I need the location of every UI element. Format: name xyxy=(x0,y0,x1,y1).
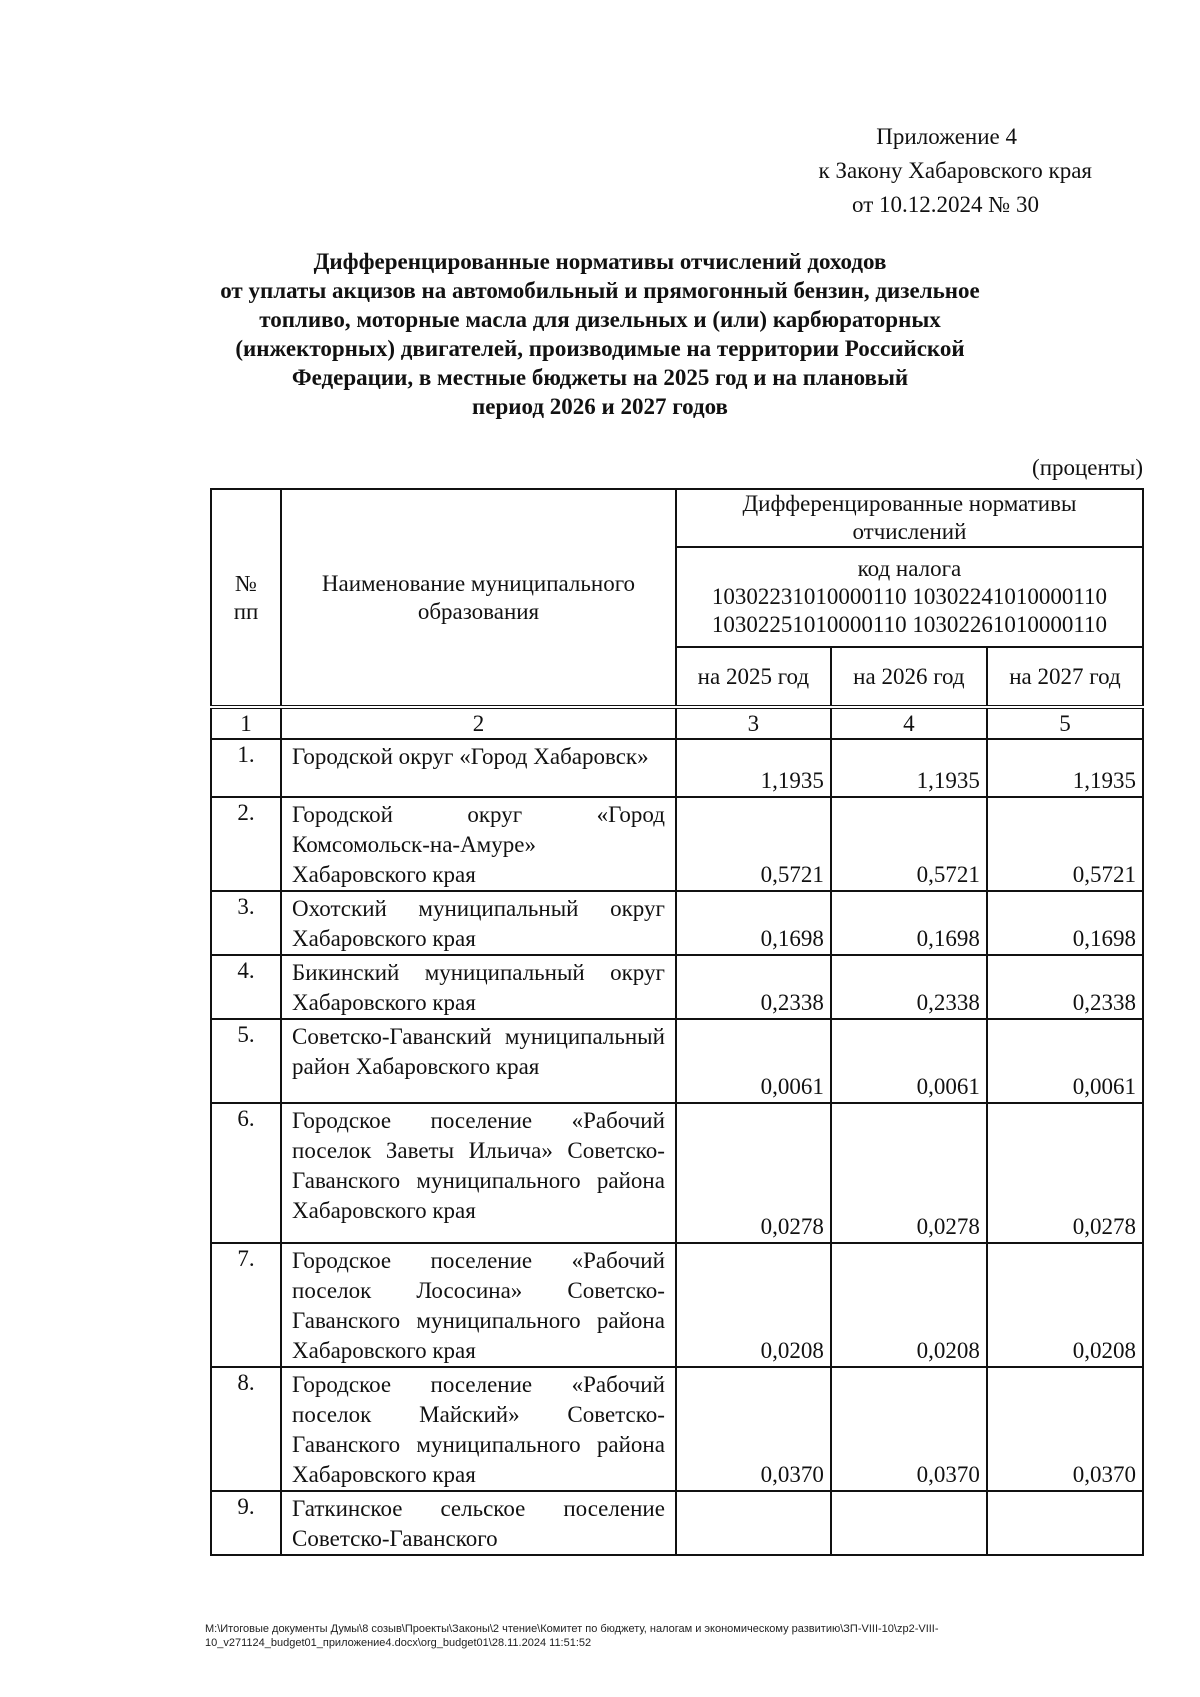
norm-2026: 0,0208 xyxy=(831,1243,987,1367)
header-col-number xyxy=(211,489,281,707)
norm-2026: 0,2338 xyxy=(831,955,987,1019)
header-col-name xyxy=(281,489,676,707)
norm-2027: 0,5721 xyxy=(987,797,1143,891)
file-path-footer xyxy=(205,1622,1165,1650)
header-norms-group xyxy=(676,489,1143,547)
table-row xyxy=(211,1103,1143,1243)
title-line: топливо, моторные масла для дизельных и (или) карбюраторных xyxy=(259,307,941,332)
units-note: (проценты) xyxy=(1032,455,1143,480)
column-number: 3 xyxy=(676,707,831,739)
municipality-name: Городское поселение «Рабочий поселок Заветы Ильича» Советско-Гаванского муниципального района Хабаровского края xyxy=(281,1103,676,1243)
column-number: 1 xyxy=(211,707,281,739)
row-number: 4. xyxy=(211,955,281,1019)
row-number: 8. xyxy=(211,1367,281,1491)
row-number: 1. xyxy=(211,739,281,797)
title-line: от уплаты акцизов на автомобильный и прямогонный бензин, дизельное xyxy=(220,278,980,303)
norm-2027: 1,1935 xyxy=(987,739,1143,797)
norm-2027: 0,0278 xyxy=(987,1103,1143,1243)
table-row xyxy=(211,955,1143,1019)
norm-2025: 0,0278 xyxy=(676,1103,831,1243)
municipality-name: Городской округ «Город Хабаровск» xyxy=(281,739,676,797)
column-number: 5 xyxy=(987,707,1143,739)
norm-2027 xyxy=(987,1491,1143,1555)
norm-2025: 0,2338 xyxy=(676,955,831,1019)
file-path-line: 10_v271124_budget01_приложение4.docx\org_budget01\28.11.2024 11:51:52 xyxy=(205,1637,592,1649)
norm-2026 xyxy=(831,1491,987,1555)
norm-2026: 1,1935 xyxy=(831,739,987,797)
header-col-name-label: Наименование муниципального образования xyxy=(321,570,636,624)
row-number: 7. xyxy=(211,1243,281,1367)
table-row xyxy=(211,891,1143,955)
municipality-name: Городское поселение «Рабочий поселок Майский» Советско-Гаванского муниципального района Хабаровского края xyxy=(281,1367,676,1491)
municipality-name: Советско-Гаванский муниципальный район Хабаровского края xyxy=(281,1019,676,1103)
norm-2027: 0,0061 xyxy=(987,1019,1143,1103)
tax-code-line: 10302231010000110 10302241010000110 xyxy=(711,584,1107,609)
table-row xyxy=(211,797,1143,891)
norms-table xyxy=(210,488,1144,1556)
column-number: 4 xyxy=(831,707,987,739)
norm-2025: 0,0061 xyxy=(676,1019,831,1103)
norm-2025: 0,1698 xyxy=(676,891,831,955)
norm-2027: 0,0370 xyxy=(987,1367,1143,1491)
norm-2026: 0,1698 xyxy=(831,891,987,955)
municipality-name: Бикинский муниципальный округ Хабаровского края xyxy=(281,955,676,1019)
norm-2027: 0,0208 xyxy=(987,1243,1143,1367)
title-line: (инжекторных) двигателей, производимые на территории Российской xyxy=(235,336,965,361)
header-year-2025: на 2025 год xyxy=(676,647,831,707)
row-number: 9. xyxy=(211,1491,281,1555)
table-row xyxy=(211,1367,1143,1491)
municipality-name: Городской округ «Город Комсомольск-на-Амуре» Хабаровского края xyxy=(281,797,676,891)
norm-2026: 0,0370 xyxy=(831,1367,987,1491)
title-line: Дифференцированные нормативы отчислений доходов xyxy=(313,249,887,274)
row-number: 3. xyxy=(211,891,281,955)
document-title xyxy=(200,247,1000,421)
norm-2026: 0,5721 xyxy=(831,797,987,891)
tax-code-label: код налога xyxy=(857,556,962,581)
row-number: 6. xyxy=(211,1103,281,1243)
appendix-law-reference: к Закону Хабаровского края xyxy=(818,158,1092,183)
norm-2025: 1,1935 xyxy=(676,739,831,797)
file-path-line: M:\Итоговые документы Думы\8 созыв\Проекты\Законы\2 чтение\Комитет по бюджету, налогам и экономическому развитию\ЗП-VIII-10\zp2-VIII- xyxy=(205,1623,939,1635)
table-row xyxy=(211,1243,1143,1367)
appendix-number: Приложение 4 xyxy=(876,124,1017,149)
norm-2027: 0,1698 xyxy=(987,891,1143,955)
norm-2025: 0,0208 xyxy=(676,1243,831,1367)
norm-2026: 0,0061 xyxy=(831,1019,987,1103)
tax-code-line: 10302251010000110 10302261010000110 xyxy=(711,612,1107,637)
header-year-2026: на 2026 год xyxy=(831,647,987,707)
municipality-name: Городское поселение «Рабочий поселок Лососина» Советско-Гаванского муниципального района Хабаровского края xyxy=(281,1243,676,1367)
table-row xyxy=(211,1491,1143,1555)
header-year-2027: на 2027 год xyxy=(987,647,1143,707)
column-number: 2 xyxy=(281,707,676,739)
municipality-name: Охотский муниципальный округ Хабаровского края xyxy=(281,891,676,955)
appendix-header xyxy=(672,120,1092,222)
header-col-number-label: № пп xyxy=(233,570,259,624)
municipality-name: Гаткинское сельское поселение Советско-Гаванского xyxy=(281,1491,676,1555)
appendix-law-date: от 10.12.2024 № 30 xyxy=(852,192,1039,217)
norm-2027: 0,2338 xyxy=(987,955,1143,1019)
row-number: 5. xyxy=(211,1019,281,1103)
title-line: период 2026 и 2027 годов xyxy=(472,394,728,419)
header-norms-group-label: Дифференцированные нормативы отчислений xyxy=(742,491,1077,544)
row-number: 2. xyxy=(211,797,281,891)
table-row xyxy=(211,1019,1143,1103)
norm-2025: 0,0370 xyxy=(676,1367,831,1491)
norm-2025: 0,5721 xyxy=(676,797,831,891)
table-row xyxy=(211,739,1143,797)
title-line: Федерации, в местные бюджеты на 2025 год и на плановый xyxy=(291,365,909,390)
norm-2025 xyxy=(676,1491,831,1555)
header-tax-code xyxy=(676,547,1143,647)
norm-2026: 0,0278 xyxy=(831,1103,987,1243)
